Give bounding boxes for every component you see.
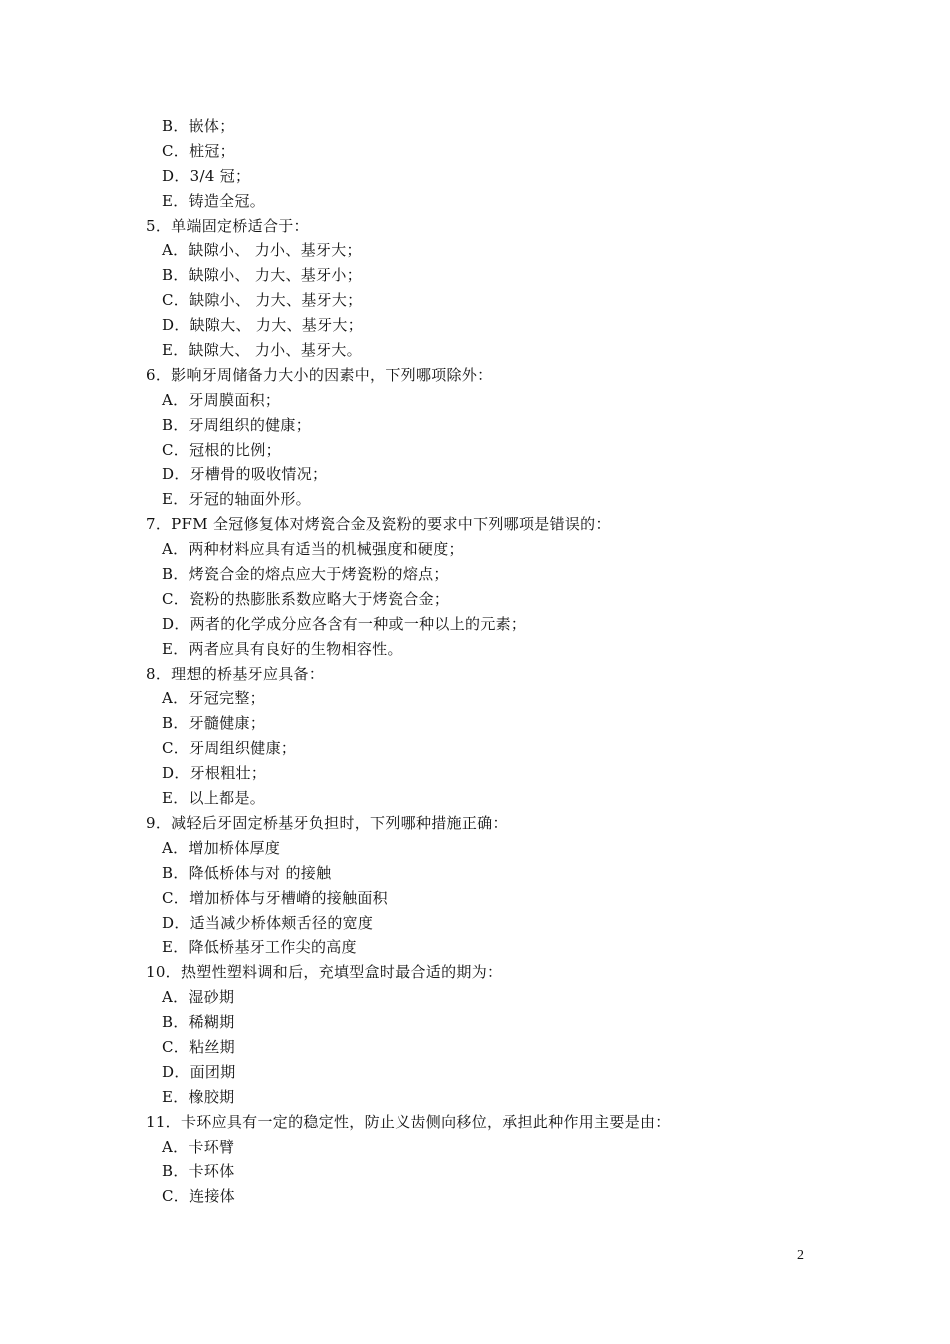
question-list [146,114,846,1209]
answer-option: E．橡胶期 [162,1087,235,1106]
answer-option: D．适当减少桥体颊舌径的宽度 [162,913,374,932]
answer-option: D．缺隙大、 力大、基牙大； [162,316,363,335]
answer-option: C．冠根的比例； [162,440,281,459]
answer-option: A．牙周膜面积； [162,390,281,409]
question-text: 7．PFM 全冠修复体对烤瓷合金及瓷粉的要求中下列哪项是错误的： [146,515,611,534]
answer-option: D．3/4 冠； [162,166,251,185]
answer-option: C．粘丝期 [162,1037,235,1056]
answer-option: B．稀糊期 [162,1013,235,1032]
answer-option: E．降低桥基牙工作尖的高度 [162,938,357,957]
answer-option: A．缺隙小、 力小、基牙大； [162,241,362,260]
answer-option: B．缺隙小、 力大、基牙小； [162,266,362,285]
answer-option: E．铸造全冠。 [162,191,266,210]
answer-option: A．牙冠完整； [162,689,265,708]
question-text: 5．单端固定桥适合于： [146,216,309,235]
answer-option: C．牙周组织健康； [162,739,297,758]
answer-option: D．牙根粗壮； [162,764,267,783]
answer-option: B．嵌体； [162,117,235,135]
answer-option: B．牙髓健康； [162,714,266,733]
question-text: 9．减轻后牙固定桥基牙负担时，下列哪种措施正确： [146,813,508,832]
answer-option: E．两者应具有良好的生物相容性。 [162,639,403,658]
answer-option: E．缺隙大、 力小、基牙大。 [162,341,362,360]
answer-option: A．增加桥体厚度 [162,838,281,857]
answer-option: A．两种材料应具有适当的机械强度和硬度； [162,540,464,559]
answer-option: A．湿砂期 [162,988,235,1007]
answer-option: B．烤瓷合金的熔点应大于烤瓷粉的熔点； [162,565,449,584]
answer-option: E．牙冠的轴面外形。 [162,490,311,509]
question-text: 8．理想的桥基牙应具备： [146,664,325,683]
answer-option: C．瓷粉的热膨胀系数应略大于烤瓷合金； [162,589,450,608]
answer-option: C．增加桥体与牙槽嵴的接触面积 [162,888,388,907]
answer-option: B．卡环体 [162,1162,235,1181]
answer-option: A．卡环臂 [162,1137,235,1156]
question-text: 11．卡环应具有一定的稳定性，防止义齿侧向移位，承担此种作用主要是由： [146,1112,671,1131]
answer-option: E．以上都是。 [162,789,266,808]
answer-option: C．桩冠； [162,141,235,160]
answer-option: B．牙周组织的健康； [162,415,312,434]
question-text: 10．热塑性塑料调和后，充填型盒时最合适的期为： [146,963,503,982]
answer-option: D．两者的化学成分应各含有一种或一种以上的元素； [162,614,527,633]
answer-option: C．连接体 [162,1187,235,1206]
page-number: 2 [797,1248,804,1263]
answer-option: C．缺隙小、 力大、基牙大； [162,291,363,310]
question-text: 6．影响牙周储备力大小的因素中，下列哪项除外： [146,365,493,384]
answer-option: D．牙槽骨的吸收情况； [162,465,328,484]
answer-option: D．面团期 [162,1062,236,1081]
answer-option: B．降低桥体与对 的接触 [162,863,332,882]
